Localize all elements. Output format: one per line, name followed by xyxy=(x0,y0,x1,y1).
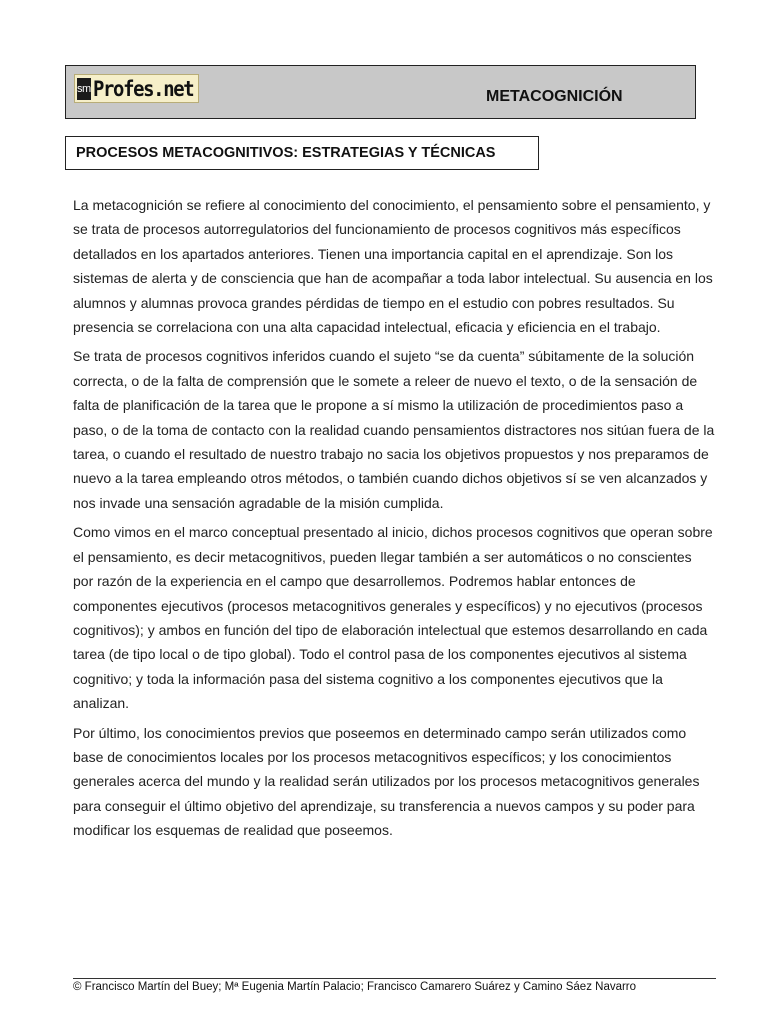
profes-net-logo xyxy=(74,74,199,103)
paragraph-3: Como vimos en el marco conceptual presentado al inicio, dichos procesos cognitivos que operan sobre el pensamiento, es decir metacognitivos, pueden llegar también a ser automáticos o no conscientes por razón de la experiencia en el campo que desarrollemos. Podremos hablar entonces de componentes ejecutivos (procesos metacognitivos generales y específicos) y no ejecutivos (procesos cognitivos); y ambos en función del tipo de elaboración intelectual que estemos desarrollando en cada tarea (de tipo local o de tipo global). Todo el control pasa de los componentes ejecutivos al sistema cognitivo; y toda la información pasa del sistema cognitivo a los componentes ejecutivos que la analizan. xyxy=(73,524,713,712)
paragraph-4: Por último, los conocimientos previos que poseemos en determinado campo serán utilizados como base de conocimientos locales por los procesos metacognitivos específicos; y los conocimientos generales acerca del mundo y la realidad serán utilizados por los procesos metacognitivos generales para conseguir el último objetivo del aprendizaje, su transferencia a nuevos campos y su poder para modificar los esquemas de realidad que poseemos. xyxy=(73,724,700,839)
logo-text: Profes.net xyxy=(92,76,193,101)
footer-credits: © Francisco Martín del Buey; Mª Eugenia Martín Palacio; Francisco Camarero Suárez y Camino Sáez Navarro xyxy=(73,981,637,993)
footer-divider xyxy=(73,978,716,979)
document-title: METACOGNICIÓN xyxy=(486,88,623,105)
section-heading-box xyxy=(65,136,539,170)
sm-logo-badge: sm xyxy=(77,78,91,100)
paragraph-1: La metacognición se refiere al conocimiento del conocimiento, el pensamiento sobre el pensamiento, y se trata de procesos autorregulatorios del funcionamiento de procesos cognitivos más específicos detallados en los apartados anteriores. Tienen una importancia capital en el aprendizaje. Son los sistemas de alerta y de consciencia que han de acompañar a toda labor intelectual. Su ausencia en los alumnos y alumnas provoca grandes pérdidas de tiempo en el estudio con pobres resultados. Su presencia se correlaciona con una alta capacidad intelectual, eficacia y eficiencia en el trabajo. xyxy=(73,197,713,336)
section-title: PROCESOS METACOGNITIVOS: ESTRATEGIAS Y TÉCNICAS xyxy=(76,145,496,161)
body-text xyxy=(73,193,715,848)
page-header xyxy=(65,65,696,119)
paragraph-2: Se trata de procesos cognitivos inferidos cuando el sujeto “se da cuenta” súbitamente de la solución correcta, o de la falta de comprensión que le somete a releer de nuevo el texto, o de la sensación de falta de planificación de la tarea que le propone a sí mismo la utilización de procedimientos paso a paso, o de la toma de contacto con la realidad cuando pensamientos distractores nos sitúan fuera de la tarea, o cuando el resultado de nuestro trabajo no sacia los objetivos propuestos y nos preparamos de nuevo a la tarea empleando otros métodos, o también cuando dichos objetivos sí se ven alcanzados y nos invade una sensación agradable de la misión cumplida. xyxy=(73,348,715,511)
